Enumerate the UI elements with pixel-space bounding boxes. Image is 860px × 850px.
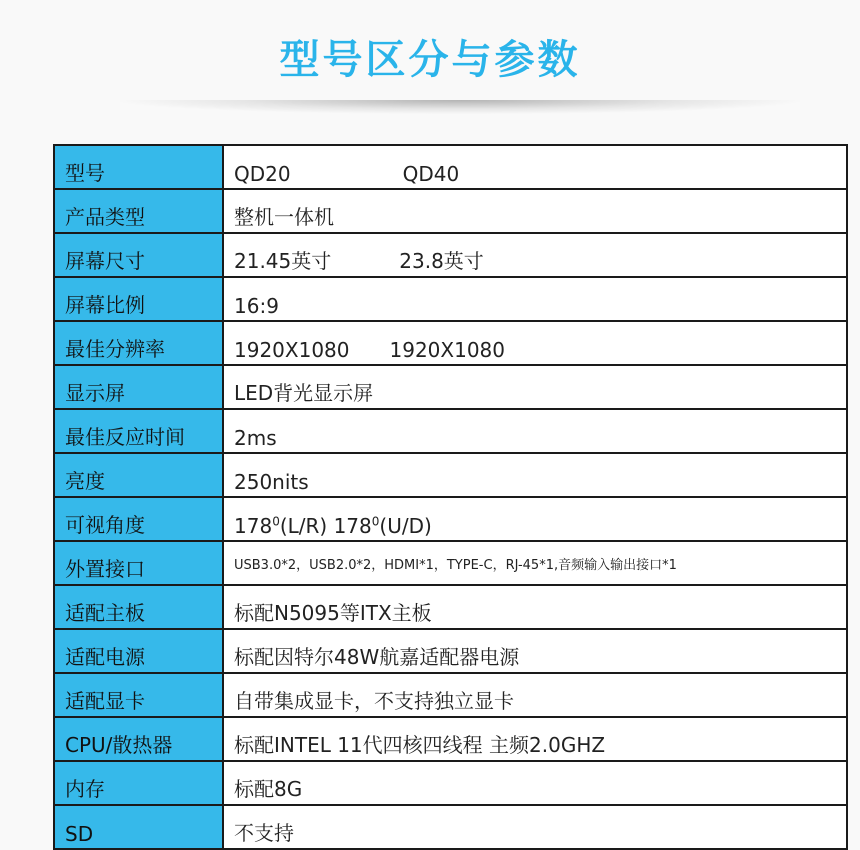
row-value: 标配8G	[223, 761, 847, 805]
degree-sup: 0	[371, 514, 380, 529]
row-value: 2ms	[223, 409, 847, 453]
value-qd20: 1920X1080	[234, 338, 350, 362]
row-value: 16:9	[223, 277, 847, 321]
value-qd40: QD40	[402, 162, 460, 186]
table-row	[54, 717, 847, 761]
table-row	[54, 321, 847, 365]
row-label: 可视角度	[54, 497, 223, 541]
value-qd20: 21.45英寸	[234, 249, 332, 273]
row-value: LED背光显示屏	[223, 365, 847, 409]
row-value	[223, 145, 847, 189]
row-label: CPU/散热器	[54, 717, 223, 761]
table-row	[54, 365, 847, 409]
table-row	[54, 541, 847, 585]
row-value: 标配因特尔48W航嘉适配器电源	[223, 629, 847, 673]
row-value: 不支持	[223, 805, 847, 849]
row-value	[223, 233, 847, 277]
row-label: 最佳反应时间	[54, 409, 223, 453]
spec-table	[53, 144, 848, 850]
value-qd40: 1920X1080	[389, 338, 505, 362]
row-label: 外置接口	[54, 541, 223, 585]
table-row	[54, 453, 847, 497]
row-value: 自带集成显卡，不支持独立显卡	[223, 673, 847, 717]
row-value: 整机一体机	[223, 189, 847, 233]
table-row	[54, 629, 847, 673]
table-row	[54, 233, 847, 277]
angle-part: 178	[234, 514, 273, 538]
angle-part: (U/D)	[379, 514, 432, 538]
table-row	[54, 189, 847, 233]
value-qd20: QD20	[234, 162, 291, 186]
row-label: 屏幕尺寸	[54, 233, 223, 277]
row-value: USB3.0*2，USB2.0*2，HDMI*1，TYPE-C，RJ-45*1,音频输入输出接口*1	[223, 541, 847, 585]
row-value: 标配N5095等ITX主板	[223, 585, 847, 629]
row-label: 型号	[54, 145, 223, 189]
table-row	[54, 585, 847, 629]
row-label: 显示屏	[54, 365, 223, 409]
value-qd40: 23.8英寸	[399, 249, 484, 273]
row-value: 标配INTEL 11代四核四线程 主频2.0GHZ	[223, 717, 847, 761]
row-label: SD	[54, 805, 223, 849]
degree-sup: 0	[272, 514, 280, 529]
row-label: 亮度	[54, 453, 223, 497]
table-row	[54, 673, 847, 717]
page-title: 型号区分与参数	[279, 37, 581, 83]
table-row	[54, 805, 847, 849]
row-value	[223, 497, 847, 541]
row-label: 内存	[54, 761, 223, 805]
row-label: 适配电源	[54, 629, 223, 673]
row-label: 适配主板	[54, 585, 223, 629]
row-label: 产品类型	[54, 189, 223, 233]
row-label: 适配显卡	[54, 673, 223, 717]
angle-part: (L/R) 178	[279, 514, 372, 538]
table-row	[54, 761, 847, 805]
table-row	[54, 497, 847, 541]
row-value	[223, 321, 847, 365]
title-divider-shadow	[120, 100, 800, 114]
table-row	[54, 145, 847, 189]
row-label: 最佳分辨率	[54, 321, 223, 365]
table-row	[54, 277, 847, 321]
table-row	[54, 409, 847, 453]
row-value: 250nits	[223, 453, 847, 497]
row-label: 屏幕比例	[54, 277, 223, 321]
